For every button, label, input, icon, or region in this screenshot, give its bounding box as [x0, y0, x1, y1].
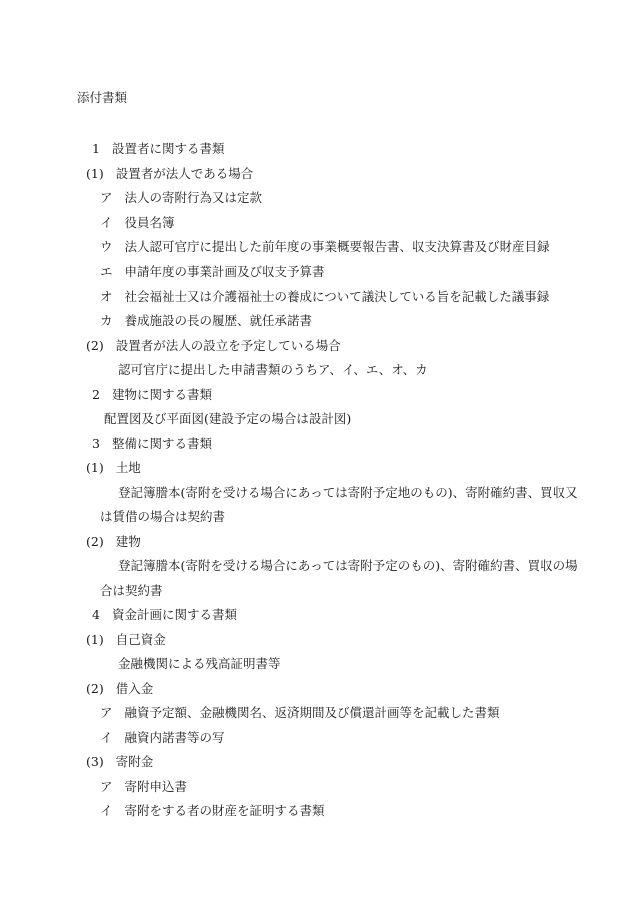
- list-marker: イ: [100, 215, 113, 230]
- list-marker: イ: [100, 730, 113, 745]
- list-marker: 3: [92, 436, 100, 451]
- subsection-heading: [86, 166, 253, 182]
- list-marker: ウ: [100, 239, 113, 254]
- line-text: 役員名簿: [124, 215, 175, 230]
- list-marker: カ: [100, 313, 113, 328]
- paragraph-line: [118, 558, 578, 574]
- paragraph-line: [104, 411, 351, 427]
- paragraph-line: [118, 485, 578, 501]
- line-text: 建物に関する書類: [111, 387, 212, 402]
- line-text: 法人の寄附行為又は定款: [124, 190, 263, 205]
- line-text: 申請年度の事業計画及び収支予算書: [124, 264, 325, 279]
- list-item: [100, 289, 549, 305]
- line-text: 自己資金: [115, 632, 166, 647]
- paragraph-line: [100, 509, 225, 525]
- subsection-heading: [86, 338, 341, 354]
- line-text: 寄附申込書: [124, 779, 188, 794]
- line-text: 配置図及び平面図(建設予定の場合は設計図): [104, 411, 352, 426]
- line-text: 金融機関による残高証明書等: [118, 656, 281, 671]
- list-marker: (1): [86, 632, 104, 647]
- line-text: 設置者が法人である場合: [115, 166, 254, 181]
- list-marker: (1): [86, 166, 104, 181]
- section-heading-2: [92, 387, 212, 403]
- list-item: [100, 239, 550, 255]
- list-marker: ア: [100, 190, 113, 205]
- list-marker: (3): [86, 754, 104, 769]
- list-marker: ア: [100, 705, 113, 720]
- paragraph-line: [118, 362, 428, 378]
- list-item: [100, 779, 187, 795]
- line-text: 融資内諾書等の写: [124, 730, 225, 745]
- list-marker: オ: [100, 289, 113, 304]
- line-text: 資金計画に関する書類: [111, 607, 237, 622]
- line-text: 借入金: [115, 681, 154, 696]
- line-text: 整備に関する書類: [111, 436, 212, 451]
- list-item: [100, 803, 325, 819]
- line-text: 養成施設の長の履歴、就任承諾書: [124, 313, 313, 328]
- list-marker: イ: [100, 803, 113, 818]
- line-text: 社会福祉士又は介護福祉士の養成について議決している旨を記載した議事録: [124, 289, 550, 304]
- line-text: 融資予定額、金融機関名、返済期間及び償還計画等を記載した書類: [124, 705, 500, 720]
- line-text: 寄附金: [115, 754, 154, 769]
- subsection-heading: [86, 754, 153, 770]
- paragraph-line: [100, 583, 163, 599]
- line-text: 設置者に関する書類: [111, 141, 225, 156]
- list-item: [100, 313, 312, 329]
- subsection-heading: [86, 460, 141, 476]
- line-text: 法人認可官庁に提出した前年度の事業概要報告書、収支決算書及び財産目録: [124, 239, 550, 254]
- list-marker: (2): [86, 681, 104, 696]
- subsection-heading: [86, 632, 166, 648]
- line-text: 登記簿謄本(寄附を受ける場合にあっては寄附予定のもの)、寄附確約書、買収の場: [118, 558, 578, 573]
- document-title: 添付書類: [77, 90, 128, 105]
- line-text: 設置者が法人の設立を予定している場合: [115, 338, 341, 353]
- list-marker: 2: [92, 387, 100, 402]
- list-marker: 4: [92, 607, 100, 622]
- list-item: [100, 730, 225, 746]
- list-item: [100, 705, 500, 721]
- list-item: [100, 215, 175, 231]
- line-text: 土地: [115, 460, 141, 475]
- line-text: 建物: [115, 534, 141, 549]
- section-heading-1: [92, 141, 224, 157]
- section-heading-4: [92, 607, 237, 623]
- line-text: 登記簿謄本(寄附を受ける場合にあっては寄附予定地のもの)、寄附確約書、買収又: [118, 485, 578, 500]
- list-marker: 1: [92, 141, 100, 156]
- line-text: 寄附をする者の財産を証明する書類: [124, 803, 325, 818]
- list-marker: ア: [100, 779, 113, 794]
- subsection-heading: [86, 681, 153, 697]
- section-heading-3: [92, 436, 212, 452]
- list-item: [100, 264, 325, 280]
- subsection-heading: [86, 534, 141, 550]
- list-marker: (1): [86, 460, 104, 475]
- line-text: は賃借の場合は契約書: [100, 509, 226, 524]
- line-text: 認可官庁に提出した申請書類のうちア、イ、エ、オ、カ: [118, 362, 428, 377]
- list-marker: エ: [100, 264, 113, 279]
- list-marker: (2): [86, 534, 104, 549]
- line-text: 合は契約書: [100, 583, 163, 598]
- paragraph-line: [118, 656, 281, 672]
- list-marker: (2): [86, 338, 104, 353]
- list-item: [100, 190, 262, 206]
